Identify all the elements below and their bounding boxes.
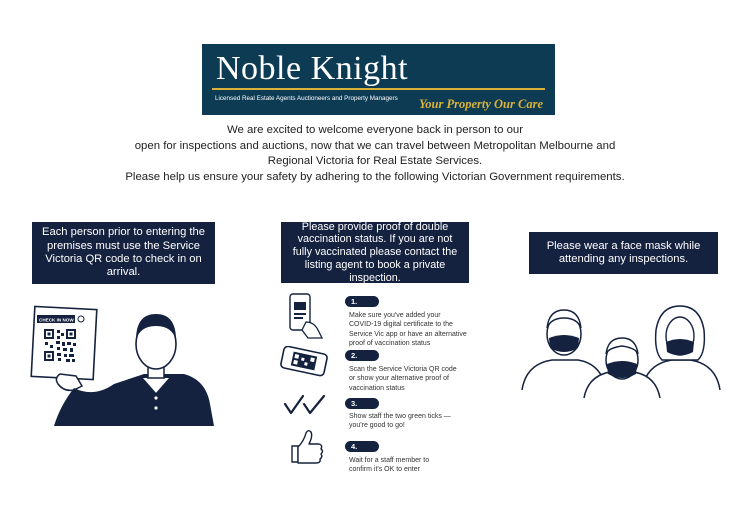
phone-scan-icon bbox=[280, 346, 332, 378]
mask-notice bbox=[529, 232, 718, 274]
step-number: 4. bbox=[345, 441, 379, 452]
vaccination-notice-text: Please provide proof of double vaccination status. If you are not fully vaccinated please contact the listing agent to book a private inspection. bbox=[292, 220, 458, 284]
intro-text bbox=[75, 123, 675, 185]
step-text: Make sure you've added your COVID-19 digital certificate to the Service Vic app or have an alternative proof of vaccination status bbox=[349, 312, 467, 347]
qr-checkin-illustration bbox=[30, 302, 230, 427]
step-number: 3. bbox=[345, 398, 379, 409]
logo-tagline: Your Property Our Care bbox=[419, 97, 543, 111]
vaccination-notice bbox=[281, 222, 469, 283]
thumbs-up-icon bbox=[286, 428, 324, 466]
logo-divider bbox=[212, 88, 545, 90]
double-tick-icon bbox=[282, 394, 328, 416]
face-mask-icon bbox=[549, 335, 579, 352]
step-text: Scan the Service Victoria QR code or show your alternative proof of vaccination status bbox=[349, 366, 457, 392]
step-text: Wait for a staff member to confirm it's OK to enter bbox=[349, 457, 430, 474]
qr-sign-label: CHECK IN NOW bbox=[39, 317, 74, 323]
step-number: 1. bbox=[345, 296, 379, 307]
face-mask-icon bbox=[666, 339, 694, 356]
logo-subtitle: Licensed Real Estate Agents Auctioneers and Property Managers bbox=[215, 95, 398, 102]
step-number: 2. bbox=[345, 350, 379, 361]
logo-banner bbox=[202, 44, 555, 115]
step-text: Show staff the two green ticks — you're good to go! bbox=[349, 413, 451, 430]
masked-people-illustration bbox=[520, 298, 725, 398]
mask-notice-text: Please wear a face mask while attending any inspections. bbox=[546, 239, 701, 265]
face-mask-icon bbox=[607, 361, 637, 378]
intro-line: Please help us ensure your safety by adhering to the following Victorian Government requirements. bbox=[125, 170, 625, 183]
phone-certificate-icon bbox=[284, 292, 328, 340]
logo-name: Noble Knight bbox=[216, 50, 409, 87]
checkin-notice bbox=[32, 222, 215, 284]
intro-line: We are excited to welcome everyone back in person to our bbox=[226, 124, 524, 136]
intro-line: open for inspections and auctions, now that we can travel between Metropolitan Melbourne and bbox=[134, 139, 616, 152]
intro-line: Regional Victoria for Real Estate Services. bbox=[267, 155, 483, 167]
checkin-notice-text: Each person prior to entering the premises must use the Service Victoria QR code to check in on arrival. bbox=[42, 226, 205, 279]
